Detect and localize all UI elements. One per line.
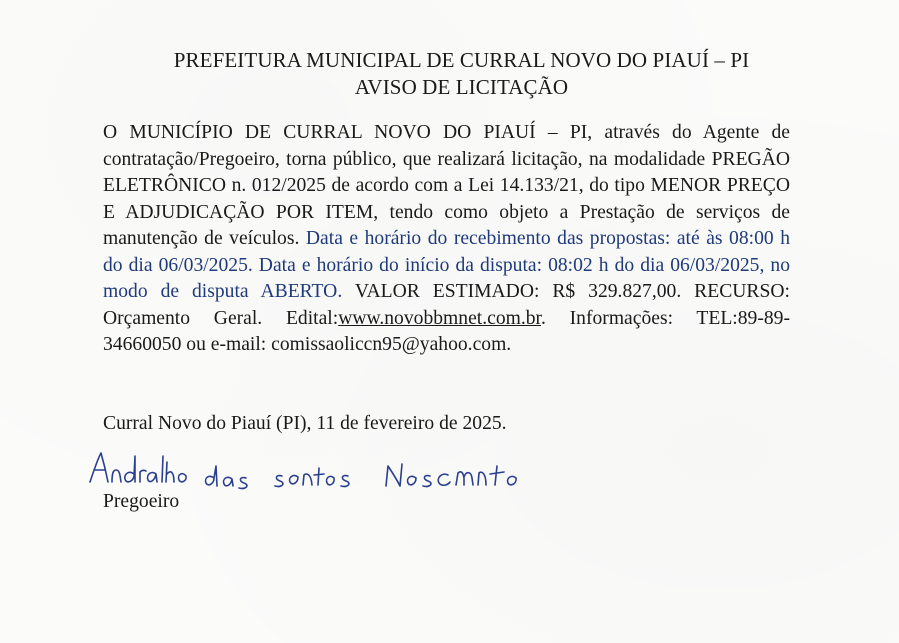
place-and-date: Curral Novo do Piauí (PI), 11 de fevereiro de 2025.	[103, 413, 507, 434]
notice-body-intro: O MUNICÍPIO DE CURRAL NOVO DO PIAUÍ – PI, através do Agente de contratação/Pregoeiro, torna público, que realizará licitação, na modalidade PREGÃO ELETRÔNICO n. 012/2025 de acordo com a Lei 14.133/21, do tipo MENOR PREÇO E ADJUDICAÇÃO POR ITEM, tendo como objeto a Prestação de serviços de manutenção de veículos.	[103, 122, 790, 249]
notice-body-contact: . Informações: TEL:89-89-34660050 ou e-mail: comissaoliccn95@yahoo.com.	[103, 307, 790, 355]
edital-link[interactable]: www.novobbmnet.com.br	[338, 307, 541, 329]
notice-body-dates: Data e horário do recebimento das propostas: até às 08:00 h do dia 06/03/2025. Data e horário do início da disputa: 08:02 h do dia 06/03/2025, no modo de disputa ABERTO.	[103, 228, 790, 302]
document-header-municipality: PREFEITURA MUNICIPAL DE CURRAL NOVO DO PIAUÍ – PI	[173, 48, 750, 72]
signatory-role: Pregoeiro	[103, 491, 180, 512]
notice-body-value: VALOR ESTIMADO: R$ 329.827,00. RECURSO: Orçamento Geral. Edital:	[103, 281, 790, 329]
document-title: AVISO DE LICITAÇÃO	[354, 75, 569, 99]
notice-body	[103, 120, 790, 359]
